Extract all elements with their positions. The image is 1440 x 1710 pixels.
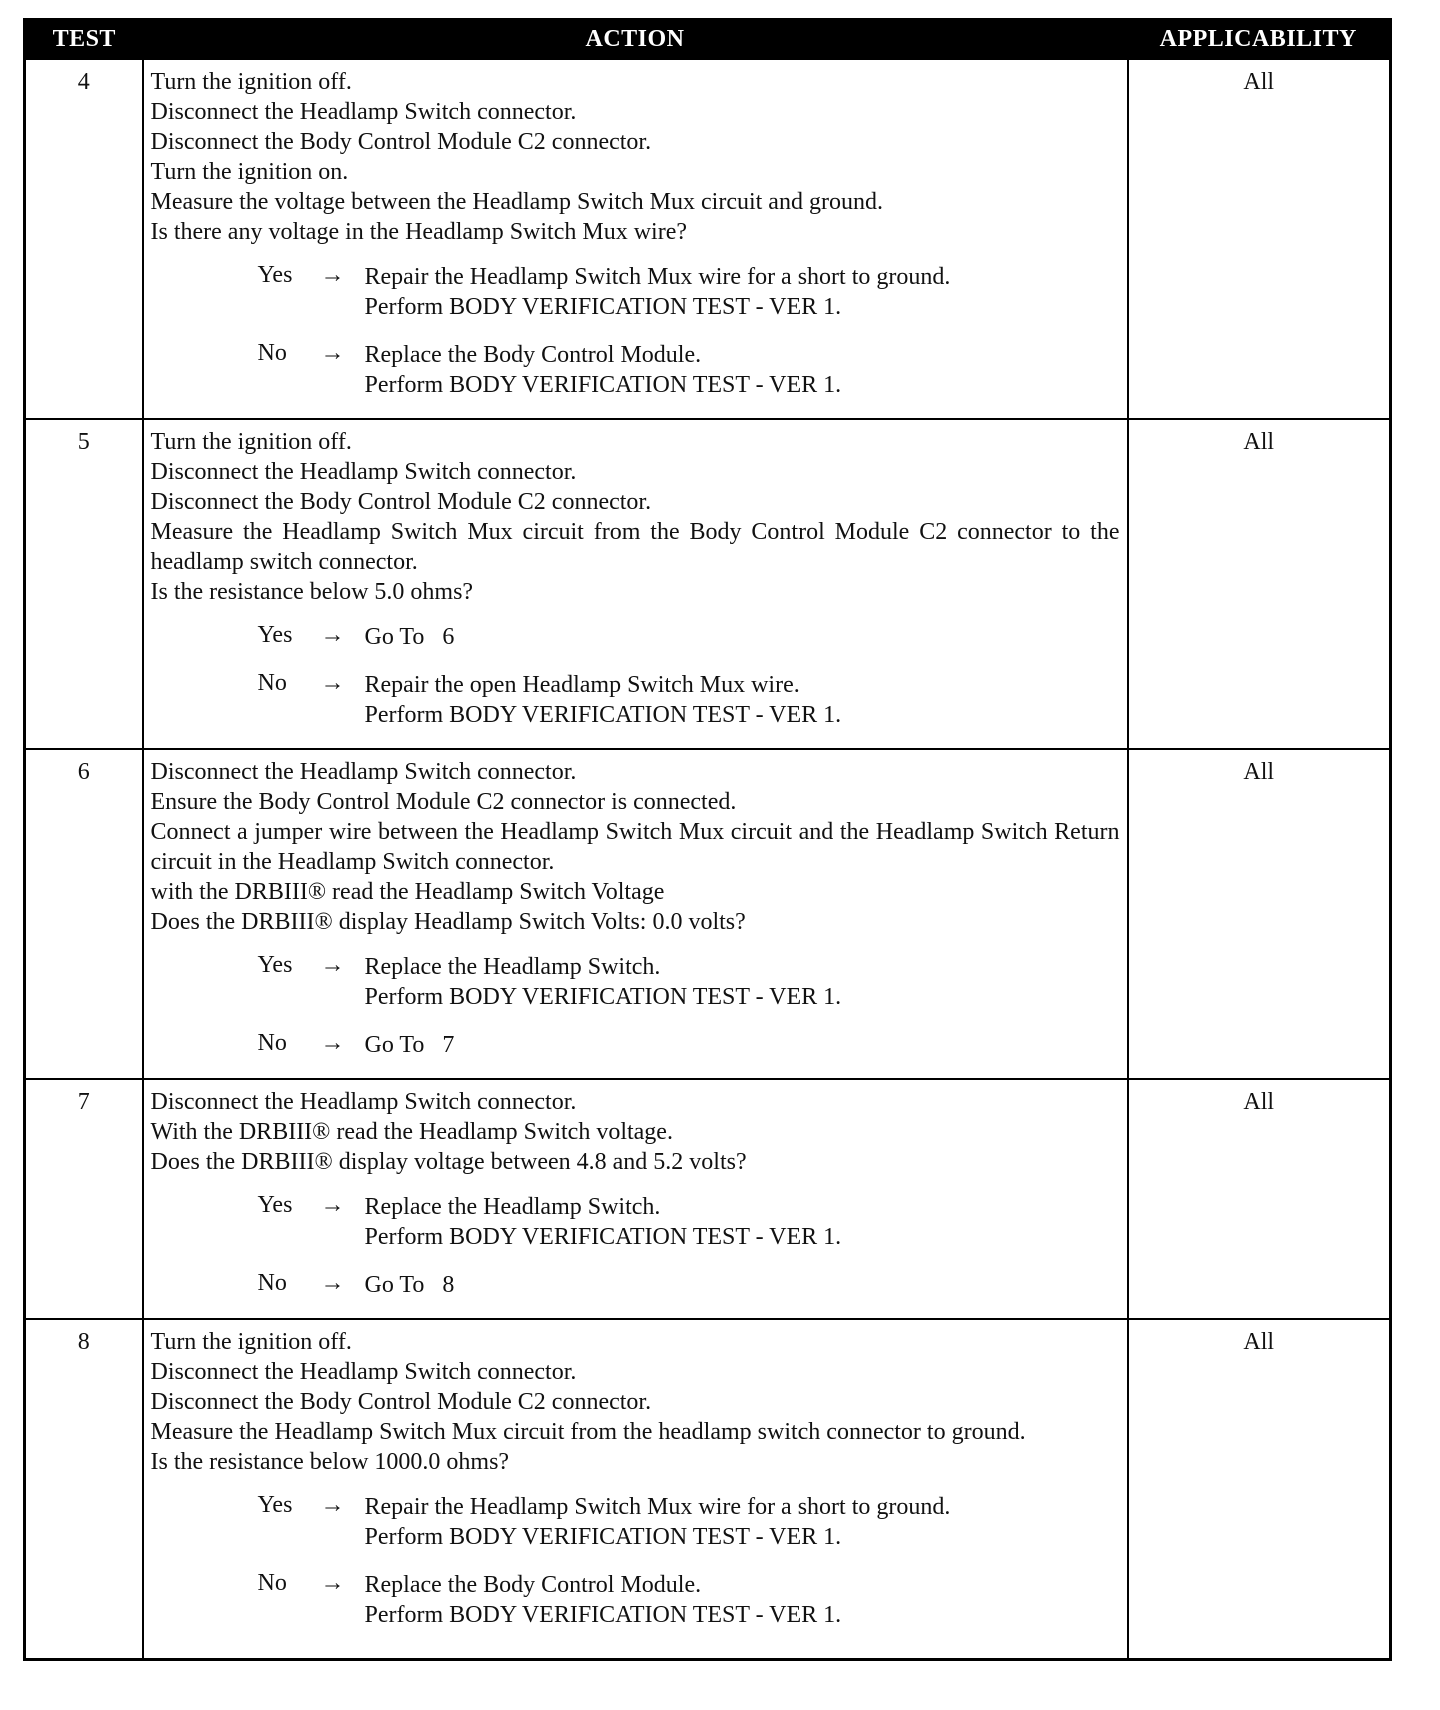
table-row <box>25 419 1391 749</box>
action-step: Measure the Headlamp Switch Mux circuit from the Body Control Module C2 connector to the headlamp switch connector. <box>150 519 1120 575</box>
answer-label-group <box>151 1030 365 1060</box>
answer-list <box>151 262 1120 400</box>
test-procedure-table <box>23 18 1392 1661</box>
answer-no <box>151 670 1120 730</box>
action-cell <box>143 59 1128 419</box>
answer-instruction-line: Perform BODY VERIFICATION TEST - VER 1. <box>364 702 842 728</box>
answer-label-group <box>151 340 365 400</box>
action-step: Disconnect the Headlamp Switch connector. <box>150 99 577 125</box>
arrow-right-icon: → <box>320 340 345 366</box>
applicability-value: All <box>1128 1079 1391 1319</box>
answer-label-group <box>151 1270 365 1300</box>
answer-no <box>151 340 1120 400</box>
answer-instruction-line: Perform BODY VERIFICATION TEST - VER 1. <box>364 294 842 320</box>
answer-label-group <box>151 1492 365 1552</box>
answer-label-group <box>151 952 365 1012</box>
answer-instructions <box>365 1270 1120 1300</box>
table-row <box>25 1079 1391 1319</box>
answer-label-group <box>151 670 365 730</box>
answer-yes <box>151 952 1120 1012</box>
answer-label: Yes <box>257 622 293 648</box>
answer-instructions <box>365 340 1120 400</box>
arrow-right-icon: → <box>320 670 345 696</box>
test-number: 7 <box>25 1079 143 1319</box>
header-applicability: APPLICABILITY <box>1128 20 1391 60</box>
answer-label: Yes <box>257 1492 293 1518</box>
answer-label: Yes <box>257 262 293 288</box>
answer-instructions <box>365 622 1120 652</box>
answer-label: No <box>257 1270 287 1296</box>
answer-yes <box>151 1492 1120 1552</box>
action-step: Disconnect the Body Control Module C2 connector. <box>150 129 652 155</box>
applicability-value: All <box>1128 59 1391 419</box>
applicability-value: All <box>1128 1319 1391 1659</box>
table-header-row <box>25 20 1391 60</box>
answer-instruction-line: Perform BODY VERIFICATION TEST - VER 1. <box>364 372 842 398</box>
answer-label: No <box>257 340 287 366</box>
action-step: Turn the ignition off. <box>150 69 352 95</box>
answer-instructions <box>365 1192 1120 1252</box>
answer-instruction-line: Replace the Body Control Module. <box>364 1572 702 1598</box>
answer-instruction-line: Go To 8 <box>364 1272 455 1298</box>
answer-instruction-line: Go To 6 <box>364 624 455 650</box>
answer-instruction-line: Perform BODY VERIFICATION TEST - VER 1. <box>364 984 842 1010</box>
action-step: with the DRBIII® read the Headlamp Switch Voltage <box>150 879 665 905</box>
action-step: Does the DRBIII® display voltage between 4.8 and 5.2 volts? <box>150 1149 747 1175</box>
answer-label-group <box>151 262 365 322</box>
answer-instructions <box>365 670 1120 730</box>
header-test: TEST <box>25 20 143 60</box>
answer-label-group <box>151 1570 365 1630</box>
answer-instructions <box>365 262 1120 322</box>
answer-list <box>151 952 1120 1060</box>
answer-instruction-line: Repair the Headlamp Switch Mux wire for a short to ground. <box>364 1494 951 1520</box>
table-row <box>25 749 1391 1079</box>
answer-yes <box>151 622 1120 652</box>
applicability-value: All <box>1128 419 1391 749</box>
test-number: 5 <box>25 419 143 749</box>
answer-label: No <box>257 1570 287 1596</box>
answer-list <box>151 1192 1120 1300</box>
answer-instruction-line: Replace the Headlamp Switch. <box>364 1194 661 1220</box>
action-step: Measure the voltage between the Headlamp Switch Mux circuit and ground. <box>150 189 883 215</box>
action-step: Measure the Headlamp Switch Mux circuit from the headlamp switch connector to ground. <box>150 1419 1026 1445</box>
answer-instruction-line: Repair the Headlamp Switch Mux wire for a short to ground. <box>364 264 951 290</box>
header-action: ACTION <box>143 20 1128 60</box>
answer-instruction-line: Go To 7 <box>364 1032 455 1058</box>
arrow-right-icon: → <box>320 1492 345 1518</box>
answer-label: Yes <box>257 1192 293 1218</box>
arrow-right-icon: → <box>320 262 345 288</box>
action-step: Turn the ignition on. <box>150 159 349 185</box>
answer-instruction-line: Perform BODY VERIFICATION TEST - VER 1. <box>364 1602 842 1628</box>
test-number: 4 <box>25 59 143 419</box>
action-step: With the DRBIII® read the Headlamp Switch voltage. <box>150 1119 673 1145</box>
diagnostic-procedure-page <box>23 18 1389 1661</box>
answer-instruction-line: Perform BODY VERIFICATION TEST - VER 1. <box>364 1524 842 1550</box>
action-step: Is the resistance below 5.0 ohms? <box>150 579 474 605</box>
action-cell <box>143 1079 1128 1319</box>
test-number: 8 <box>25 1319 143 1659</box>
answer-instructions <box>365 952 1120 1012</box>
action-step: Turn the ignition off. <box>150 429 352 455</box>
table-row <box>25 59 1391 419</box>
test-number: 6 <box>25 749 143 1079</box>
arrow-right-icon: → <box>320 1030 345 1056</box>
action-step: Is there any voltage in the Headlamp Switch Mux wire? <box>150 219 688 245</box>
action-cell <box>143 419 1128 749</box>
arrow-right-icon: → <box>320 952 345 978</box>
answer-no <box>151 1030 1120 1060</box>
action-step: Disconnect the Body Control Module C2 connector. <box>150 489 652 515</box>
answer-label-group <box>151 1192 365 1252</box>
applicability-value: All <box>1128 749 1391 1079</box>
arrow-right-icon: → <box>320 1192 345 1218</box>
answer-no <box>151 1270 1120 1300</box>
answer-instructions <box>365 1030 1120 1060</box>
answer-yes <box>151 1192 1120 1252</box>
answer-list <box>151 622 1120 730</box>
action-step: Turn the ignition off. <box>150 1329 352 1355</box>
action-step: Disconnect the Headlamp Switch connector. <box>150 1359 577 1385</box>
action-step: Disconnect the Headlamp Switch connector. <box>150 1089 577 1115</box>
action-step: Disconnect the Headlamp Switch connector. <box>150 459 577 485</box>
answer-instruction-line: Repair the open Headlamp Switch Mux wire. <box>364 672 800 698</box>
arrow-right-icon: → <box>320 622 345 648</box>
action-step: Does the DRBIII® display Headlamp Switch Volts: 0.0 volts? <box>150 909 746 935</box>
action-step: Ensure the Body Control Module C2 connector is connected. <box>150 789 737 815</box>
action-cell <box>143 1319 1128 1659</box>
table-row <box>25 1319 1391 1659</box>
answer-yes <box>151 262 1120 322</box>
answer-instruction-line: Perform BODY VERIFICATION TEST - VER 1. <box>364 1224 842 1250</box>
answer-label-group <box>151 622 365 652</box>
answer-list <box>151 1492 1120 1630</box>
answer-instruction-line: Replace the Body Control Module. <box>364 342 702 368</box>
answer-instruction-line: Replace the Headlamp Switch. <box>364 954 661 980</box>
answer-label: Yes <box>257 952 293 978</box>
arrow-right-icon: → <box>320 1270 345 1296</box>
answer-label: No <box>257 670 287 696</box>
action-step: Disconnect the Headlamp Switch connector. <box>150 759 577 785</box>
answer-instructions <box>365 1570 1120 1630</box>
action-cell <box>143 749 1128 1079</box>
action-step: Is the resistance below 1000.0 ohms? <box>150 1449 510 1475</box>
answer-instructions <box>365 1492 1120 1552</box>
table-body <box>25 59 1391 1659</box>
arrow-right-icon: → <box>320 1570 345 1596</box>
answer-no <box>151 1570 1120 1630</box>
action-step: Connect a jumper wire between the Headlamp Switch Mux circuit and the Headlamp Switch Return circuit in the Headlamp Switch connector. <box>150 819 1120 875</box>
answer-label: No <box>257 1030 287 1056</box>
action-step: Disconnect the Body Control Module C2 connector. <box>150 1389 652 1415</box>
